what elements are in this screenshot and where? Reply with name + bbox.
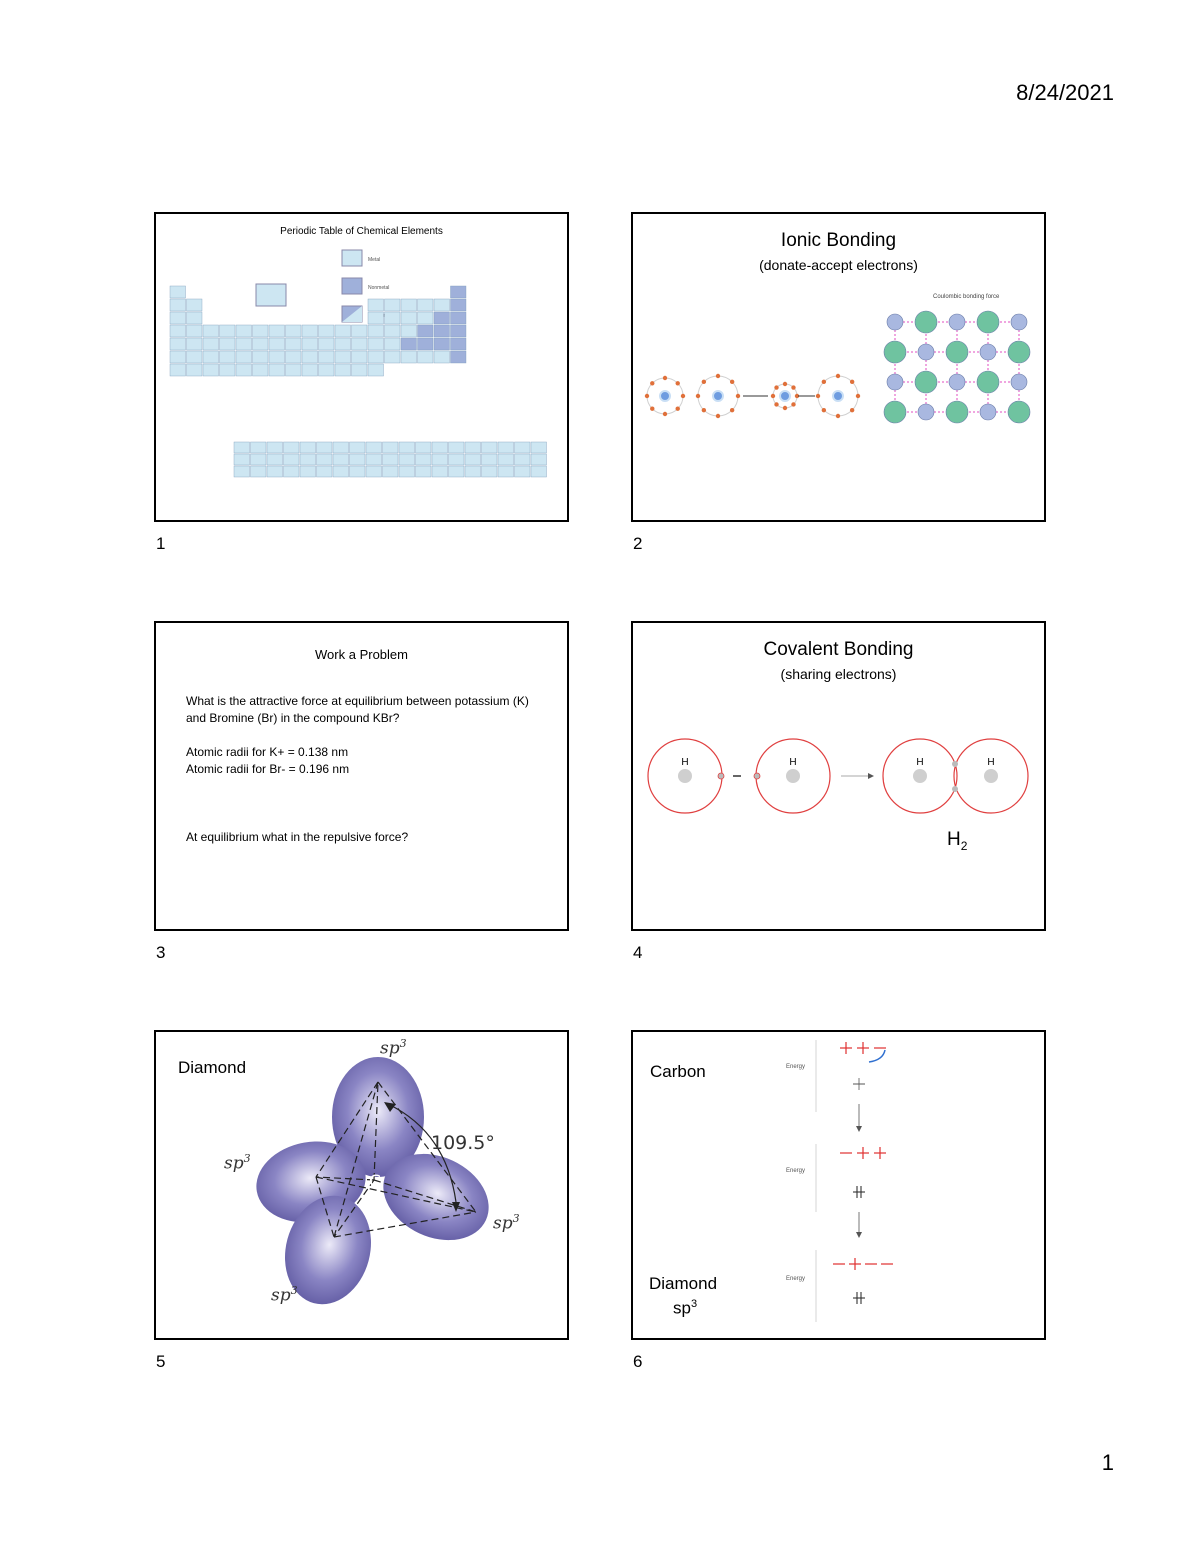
slide-6 [631, 1030, 1046, 1340]
coulombic-caption: Coulombic bonding force [933, 294, 1000, 300]
element-cell [236, 338, 252, 350]
slide-3 [154, 621, 569, 931]
element-cell [352, 325, 368, 337]
element-cell [284, 442, 300, 453]
element-cell [251, 442, 267, 453]
element-cell [251, 466, 267, 477]
element-cell [434, 351, 450, 363]
element-cell [286, 325, 302, 337]
element-cell [317, 466, 333, 477]
element-cell [498, 442, 514, 453]
electron [676, 407, 680, 411]
element-cell [399, 442, 415, 453]
element-cell [383, 454, 399, 465]
element-cell [269, 351, 285, 363]
element-cell [269, 364, 285, 376]
element-cell [317, 442, 333, 453]
atom-nucleus [780, 391, 790, 401]
element-cell [352, 351, 368, 363]
element-cell [401, 299, 417, 311]
electron [663, 376, 667, 380]
element-cell [432, 454, 448, 465]
electron [650, 381, 654, 385]
element-cell [335, 351, 351, 363]
slide-3-number: 3 [156, 943, 166, 962]
element-cell [416, 466, 432, 477]
element-cell [434, 312, 450, 324]
electron [836, 414, 840, 418]
sp3-label-left: $sp^3$ [224, 1152, 251, 1174]
slide-6-title: Carbon [650, 1062, 706, 1081]
page-number: 1 [1101, 1450, 1114, 1475]
element-cell [286, 338, 302, 350]
element-cell [187, 312, 203, 324]
electron [836, 374, 840, 378]
element-cell [366, 454, 382, 465]
element-cell [302, 351, 318, 363]
element-cell [187, 338, 203, 350]
electron [816, 394, 820, 398]
electron [774, 385, 778, 389]
electron [650, 407, 654, 411]
electron [791, 402, 795, 406]
element-cell [319, 351, 335, 363]
element-cell [236, 325, 252, 337]
ion [887, 314, 903, 330]
element-cell [432, 442, 448, 453]
element-cell [451, 351, 467, 363]
electron [791, 385, 795, 389]
element-cell [416, 454, 432, 465]
element-cell [170, 338, 186, 350]
slide-6-sp3-label: $sp^3$ [673, 1298, 698, 1318]
element-cell [383, 442, 399, 453]
element-cell [418, 338, 434, 350]
slide-1-number: 1 [156, 534, 166, 553]
electron [783, 382, 787, 386]
slide-2-title: Ionic Bonding [780, 230, 897, 251]
element-cell [170, 286, 186, 298]
periodic-table-graphic [156, 214, 567, 520]
ion [949, 314, 965, 330]
element-cell [434, 325, 450, 337]
radius-br: Atomic radii for Br- = 0.196 nm [186, 762, 350, 776]
element-cell [220, 351, 236, 363]
element-cell [187, 299, 203, 311]
element-cell [451, 338, 467, 350]
element-cell [383, 466, 399, 477]
sp3-orbital-diagram [156, 1032, 567, 1338]
ion [918, 344, 934, 360]
element-cell [333, 454, 349, 465]
slide-4-title: Covalent Bonding [763, 639, 914, 660]
element-cell [368, 351, 384, 363]
element-cell [319, 338, 335, 350]
element-cell [401, 338, 417, 350]
element-cell [449, 454, 465, 465]
energy-label: Energy [786, 1064, 806, 1070]
element-cell [317, 454, 333, 465]
ion [915, 371, 937, 393]
slide-6-diamond-label: Diamond [649, 1274, 718, 1293]
element-cell [300, 442, 316, 453]
element-cell [300, 454, 316, 465]
slide-3-title: Work a Problem [315, 647, 408, 662]
element-cell [385, 312, 401, 324]
atom-nucleus [660, 391, 670, 401]
element-cell [333, 466, 349, 477]
element-cell [236, 364, 252, 376]
element-cell [368, 325, 384, 337]
atom-label-h: H [789, 757, 797, 768]
element-cell [220, 338, 236, 350]
element-cell [335, 364, 351, 376]
electron [822, 380, 826, 384]
electron [676, 381, 680, 385]
element-cell [434, 299, 450, 311]
electron [850, 408, 854, 412]
element-cell [187, 351, 203, 363]
element-cell [170, 364, 186, 376]
ion [946, 401, 968, 423]
ion [915, 311, 937, 333]
slide-4-number: 4 [633, 943, 643, 962]
element-cell [234, 442, 250, 453]
atom-nucleus [713, 391, 723, 401]
element-cell [368, 299, 384, 311]
element-cell [366, 466, 382, 477]
element-cell [267, 454, 283, 465]
electron [702, 408, 706, 412]
slide-1 [154, 212, 569, 522]
element-cell [187, 325, 203, 337]
element-cell [220, 325, 236, 337]
element-cell [531, 454, 547, 465]
element-cell [366, 442, 382, 453]
h2-molecule-label: $H_2$ [947, 829, 968, 853]
element-cell [220, 364, 236, 376]
element-cell [187, 364, 203, 376]
legend-nonmetal: Nonmetal [368, 285, 390, 291]
ion [918, 404, 934, 420]
ion [884, 401, 906, 423]
ion [977, 371, 999, 393]
problem-followup: At equilibrium what in the repulsive force? [186, 830, 409, 844]
element-cell [352, 338, 368, 350]
electron [850, 380, 854, 384]
slide-2-number: 2 [633, 534, 643, 553]
electron [702, 380, 706, 384]
element-cell [368, 364, 384, 376]
element-cell [203, 351, 219, 363]
element-cell [368, 338, 384, 350]
element-cell [385, 351, 401, 363]
element-cell [284, 466, 300, 477]
element-cell [302, 364, 318, 376]
slide-4-subtitle: (sharing electrons) [780, 666, 897, 682]
ion [1008, 341, 1030, 363]
element-cell [352, 364, 368, 376]
element-cell [451, 299, 467, 311]
element-cell [451, 312, 467, 324]
element-cell [300, 466, 316, 477]
element-cell [350, 442, 366, 453]
electron [696, 394, 700, 398]
element-cell [269, 325, 285, 337]
element-cell [253, 364, 269, 376]
element-cell [335, 325, 351, 337]
element-cell [449, 442, 465, 453]
element-cell [350, 454, 366, 465]
element-cell [253, 351, 269, 363]
energy-level-diagram [633, 1032, 1044, 1338]
element-cell [385, 299, 401, 311]
atom-label-h: H [681, 757, 689, 768]
element-cell [284, 454, 300, 465]
element-cell [515, 454, 531, 465]
ionic-bonding-graphic [633, 214, 1044, 520]
ion [946, 341, 968, 363]
ion [887, 374, 903, 390]
bond-angle-label: 109.5° [431, 1132, 495, 1154]
element-cell [449, 466, 465, 477]
element-cell [385, 325, 401, 337]
element-cell [203, 338, 219, 350]
slide-1-title: Periodic Table of Chemical Elements [280, 226, 443, 237]
atom-nucleus [833, 391, 843, 401]
element-cell [234, 454, 250, 465]
sp3-label-top: $sp^3$ [380, 1037, 407, 1059]
electron [663, 412, 667, 416]
element-cell [465, 466, 481, 477]
element-cell [368, 312, 384, 324]
atom-label-h: H [916, 757, 924, 768]
element-cell [498, 466, 514, 477]
slide-5 [154, 1030, 569, 1340]
atom-label-h: H [987, 757, 995, 768]
element-cell [418, 299, 434, 311]
element-cell [267, 466, 283, 477]
element-cell [465, 442, 481, 453]
electron [856, 394, 860, 398]
element-cell [385, 338, 401, 350]
element-cell [399, 466, 415, 477]
electron [771, 394, 775, 398]
ion [1008, 401, 1030, 423]
element-cell [531, 442, 547, 453]
ion [884, 341, 906, 363]
electron [822, 408, 826, 412]
element-cell [434, 338, 450, 350]
element-cell [482, 442, 498, 453]
element-cell [302, 338, 318, 350]
element-cell [416, 442, 432, 453]
problem-question: What is the attractive force at equilibrium between potassium (K) and Bromine (Br) in the compound KBr? [186, 694, 529, 725]
sp3-label-right: $sp^3$ [493, 1212, 520, 1234]
element-cell [333, 442, 349, 453]
electron [716, 374, 720, 378]
electron [681, 394, 685, 398]
element-cell [418, 312, 434, 324]
element-cell [170, 325, 186, 337]
element-cell [401, 325, 417, 337]
element-cell [432, 466, 448, 477]
radius-k: Atomic radii for K+ = 0.138 nm [186, 745, 349, 759]
element-cell [251, 454, 267, 465]
ion [949, 374, 965, 390]
element-cell [203, 325, 219, 337]
element-cell [236, 351, 252, 363]
page-date: 8/24/2021 [1016, 80, 1114, 105]
element-cell [170, 351, 186, 363]
element-cell [399, 454, 415, 465]
energy-label: Energy [786, 1276, 806, 1282]
electron [774, 402, 778, 406]
element-cell [451, 325, 467, 337]
element-cell [267, 442, 283, 453]
element-cell [302, 325, 318, 337]
element-cell [335, 338, 351, 350]
element-cell [465, 454, 481, 465]
electron [645, 394, 649, 398]
element-cell [401, 351, 417, 363]
element-cell [418, 351, 434, 363]
element-cell [319, 325, 335, 337]
problem-text [186, 693, 546, 846]
element-cell [269, 338, 285, 350]
ion [1011, 314, 1027, 330]
slide-6-number: 6 [633, 1352, 643, 1371]
electron [730, 380, 734, 384]
slide-5-title: Diamond [178, 1058, 247, 1077]
carbon-atom-label: C [369, 1172, 381, 1192]
ion [980, 344, 996, 360]
element-cell [515, 466, 531, 477]
energy-label: Energy [786, 1168, 806, 1174]
element-cell [350, 466, 366, 477]
element-cell [531, 466, 547, 477]
element-cell [418, 325, 434, 337]
element-cell [482, 466, 498, 477]
element-cell [319, 364, 335, 376]
element-cell [253, 338, 269, 350]
slide-2-subtitle: (donate-accept electrons) [759, 257, 918, 273]
slide-4 [631, 621, 1046, 931]
legend-metal: Metal [368, 257, 381, 263]
ion [977, 311, 999, 333]
element-cell [498, 454, 514, 465]
element-cell [234, 466, 250, 477]
electron [716, 414, 720, 418]
covalent-bonding-graphic [633, 623, 1044, 929]
ion [980, 404, 996, 420]
slide-2 [631, 212, 1046, 522]
element-cell [401, 312, 417, 324]
element-cell [170, 299, 186, 311]
electron [736, 394, 740, 398]
element-cell [286, 364, 302, 376]
sp3-label-bottom: $sp^3$ [271, 1284, 298, 1306]
element-cell [515, 442, 531, 453]
element-cell [451, 286, 467, 298]
element-cell [286, 351, 302, 363]
element-cell [170, 312, 186, 324]
ion [1011, 374, 1027, 390]
electron [783, 406, 787, 410]
slide-5-number: 5 [156, 1352, 166, 1371]
element-cell [482, 454, 498, 465]
element-cell [253, 325, 269, 337]
element-cell [203, 364, 219, 376]
electron [730, 408, 734, 412]
